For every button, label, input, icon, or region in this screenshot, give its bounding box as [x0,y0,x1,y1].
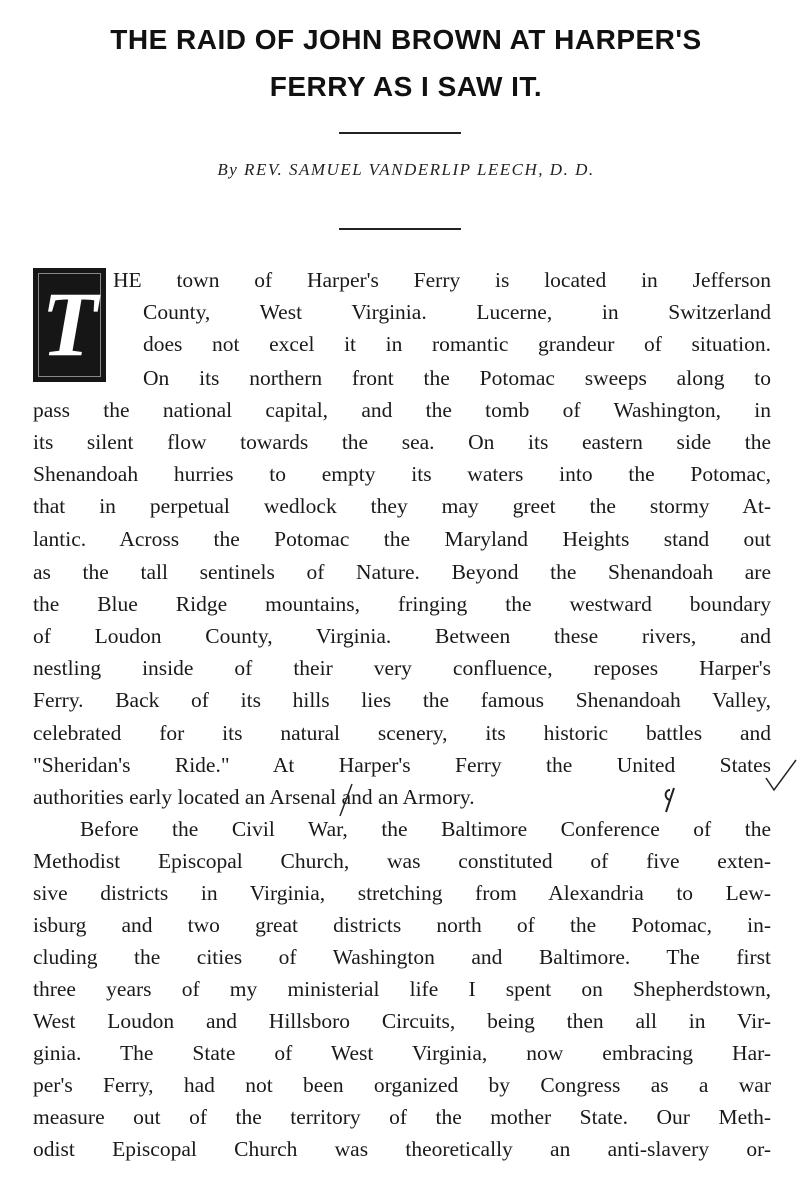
body-line: pass the national capital, and the tomb of Washington, in [33,398,771,422]
body-line: Ferry. Back of its hills lies the famous Shenandoah Valley, [33,688,771,712]
article-title-line-2: FERRY AS I SAW IT. [269,71,543,102]
body-line: HE town of Harper's Ferry is located in Jefferson [113,268,771,292]
body-line: three years of my ministerial life I spent on Shepherdstown, [33,977,771,1001]
body-line: Before the Civil War, the Baltimore Conference of the [80,817,771,841]
drop-cap-letter: T [41,273,98,375]
body-line: West Loudon and Hillsboro Circuits, being then all in Vir- [33,1009,771,1033]
body-line: per's Ferry, had not been organized by Congress as a war [33,1073,771,1097]
body-line: its silent flow towards the sea. On its eastern side the [33,430,771,454]
proofreading-paragraph-mark-icon [660,784,682,816]
body-line: nestling inside of their very confluence, reposes Harper's [33,656,771,680]
author-byline: By REV. SAMUEL VANDERLIP LEECH, D. D. [217,160,595,179]
body-line: "Sheridan's Ride." At Harper's Ferry the United States [33,753,771,777]
article-title-line-1: THE RAID OF JOHN BROWN AT HARPER'S [110,24,702,55]
body-line: ginia. The State of West Virginia, now embracing Har- [33,1041,771,1065]
proofreading-slash-icon [336,780,356,820]
body-line: measure out of the territory of the mother State. Our Meth- [33,1105,771,1129]
body-line: cluding the cities of Washington and Baltimore. The first [33,945,771,969]
body-line: lantic. Across the Potomac the Maryland Heights stand out [33,527,771,551]
body-line: authorities early located an Arsenal and an Armory. [33,785,475,809]
byline-divider [339,228,461,230]
body-line: celebrated for its natural scenery, its historic battles and [33,721,771,745]
body-line: isburg and two great districts north of the Potomac, in- [33,913,771,937]
proofreading-checkmark-icon [762,756,802,796]
body-line: does not excel it in romantic grandeur of situation. [143,332,771,356]
body-line: the Blue Ridge mountains, fringing the westward boundary [33,592,771,616]
body-line: Shenandoah hurries to empty its waters into the Potomac, [33,462,771,486]
body-line: sive districts in Virginia, stretching from Alexandria to Lew- [33,881,771,905]
body-line: Methodist Episcopal Church, was constituted of five exten- [33,849,771,873]
body-line: that in perpetual wedlock they may greet the stormy At- [33,494,771,518]
title-divider [339,132,461,134]
ornamental-drop-cap [33,268,106,382]
body-line: odist Episcopal Church was theoretically an anti-slavery or- [33,1137,771,1161]
body-line: of Loudon County, Virginia. Between these rivers, and [33,624,771,648]
body-line: as the tall sentinels of Nature. Beyond the Shenandoah are [33,560,771,584]
body-line: County, West Virginia. Lucerne, in Switzerland [143,300,771,324]
body-line: On its northern front the Potomac sweeps along to [143,366,771,390]
